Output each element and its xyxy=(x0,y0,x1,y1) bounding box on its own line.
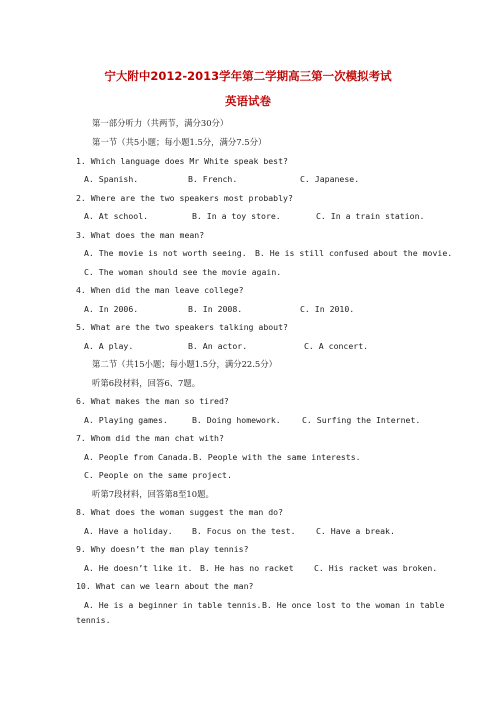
q2-option-c: C. In a train station. xyxy=(316,211,425,221)
question-3: 3. What does the man mean? xyxy=(76,230,205,240)
q8-option-b: B. Focus on the test. xyxy=(192,526,296,536)
q3-option-c: C. The woman should see the movie again. xyxy=(84,267,282,277)
q2-option-a: A. At school. xyxy=(84,211,149,221)
q6-option-c: C. Surfing the Internet. xyxy=(302,415,421,425)
q8-option-a: A. Have a holiday. xyxy=(84,526,173,536)
q6-option-a: A. Playing games. xyxy=(84,415,168,425)
question-2: 2. Where are the two speakers most probably? xyxy=(76,193,293,203)
q5-option-a: A. A play. xyxy=(84,341,134,351)
q4-option-c: C. In 2010. xyxy=(300,304,355,314)
q7-option-c: C. People on the same project. xyxy=(84,470,232,480)
q7-option-b: B. People with the same interests. xyxy=(193,452,361,462)
part1-section2-heading: 第二节（共15小题；每小题1.5分，满分22.5分） xyxy=(92,359,277,369)
exam-subtitle: 英语试卷 xyxy=(225,94,271,108)
q10-option-b-continued: tennis. xyxy=(76,615,111,625)
q7-option-a: A. People from Canada. xyxy=(84,452,193,462)
question-4: 4. When did the man leave college? xyxy=(76,285,244,295)
q8-option-c: C. Have a break. xyxy=(316,526,395,536)
q5-option-c: C. A concert. xyxy=(304,341,369,351)
question-6: 6. What makes the man so tired? xyxy=(76,396,229,406)
part1-heading: 第一部分听力（共两节，满分30分） xyxy=(92,118,229,128)
instruction-passage-6: 听第6段材料，回答6、7题。 xyxy=(92,378,201,388)
question-1: 1. Which language does Mr White speak best? xyxy=(76,156,288,166)
q9-option-a: A. He doesn’t like it. xyxy=(84,563,193,573)
question-9: 9. Why doesn’t the man play tennis? xyxy=(76,544,249,554)
instruction-passage-7: 听第7段材料，回答第8至10题。 xyxy=(92,489,214,499)
question-8: 8. What does the woman suggest the man do? xyxy=(76,507,284,517)
q1-option-b: B. French. xyxy=(188,174,238,184)
q10-option-a: A. He is a beginner in table tennis. xyxy=(84,600,262,610)
question-7: 7. Whom did the man chat with? xyxy=(76,433,224,443)
q9-option-c: C. His racket was broken. xyxy=(314,563,438,573)
question-10: 10. What can we learn about the man? xyxy=(76,581,254,591)
exam-title: 宁大附中2012-2013学年第二学期高三第一次模拟考试 xyxy=(104,69,392,83)
q5-option-b: B. An actor. xyxy=(188,341,248,351)
q3-option-a: A. The movie is not worth seeing. xyxy=(84,248,247,258)
q1-option-a: A. Spanish. xyxy=(84,174,139,184)
q6-option-b: B. Doing homework. xyxy=(192,415,281,425)
q10-option-b: B. He once lost to the woman in table xyxy=(262,600,445,610)
q4-option-b: B. In 2008. xyxy=(188,304,243,314)
question-5: 5. What are the two speakers talking about? xyxy=(76,322,288,332)
q1-option-c: C. Japanese. xyxy=(300,174,360,184)
q3-option-b: B. He is still confused about the movie. xyxy=(255,248,453,258)
q2-option-b: B. In a toy store. xyxy=(192,211,281,221)
part1-section1-heading: 第一节（共5小题；每小题1.5分，满分7.5分） xyxy=(92,137,267,147)
q9-option-b: B. He has no racket xyxy=(200,563,294,573)
q4-option-a: A. In 2006. xyxy=(84,304,139,314)
